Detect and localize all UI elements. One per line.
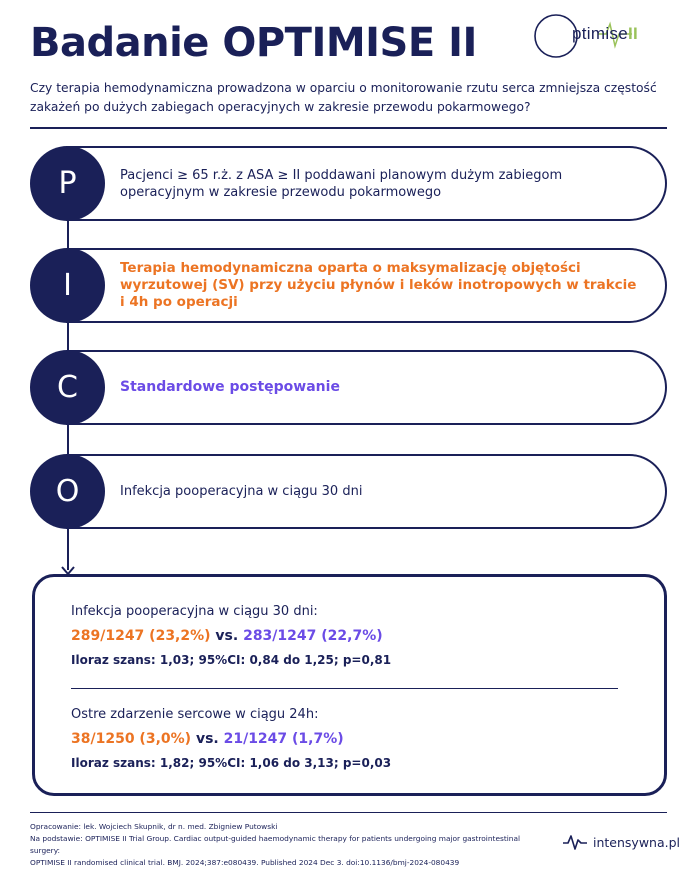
pico-row-i [30,248,667,323]
result-control-value: 21/1247 (1,7%) [223,731,344,747]
footer-source-1: Na podstawie: OPTIMISE II Trial Group. Cardiac output-guided haemodynamic therapy for patients undergoing major gastrointestinal surgery: [30,834,521,855]
footer-source-2: OPTIMISE II randomised clinical trial. BMJ. 2024;387:e080439. Published 2024 Dec 3. doi:10.1136/bmj-2024-080439 [30,858,460,867]
logo-wordmark [572,24,638,44]
result-stats-infection: Iloraz szans: 1,03; 95%CI: 0,84 do 1,25; p=0,81 [71,653,392,667]
pico-text-intervention: Terapia hemodynamiczna oparta o maksymalizację objętości wyrzutowej (SV) przy użyciu płynów i leków inotropowych w trakcie i 4h po operacji [120,260,637,310]
pico-letter-p: P [30,146,105,221]
bottom-divider [30,812,667,813]
result-control-value: 283/1247 (22,7%) [243,628,383,644]
page-title: Badanie OPTIMISE II [30,20,477,66]
pico-row-p [30,146,667,221]
pico-row-c [30,350,667,425]
pico-row-o [30,454,667,529]
result-stats-cardiac: Iloraz szans: 1,82; 95%CI: 1,06 do 3,13; p=0,03 [71,756,392,770]
pico-text-comparison: Standardowe postępowanie [120,379,340,395]
study-question: Czy terapia hemodynamiczna prowadzona w oparciu o monitorowanie rzutu serca zmniejsza częstość zakażeń po dużych zabiegach operacyjnych w zakresie przewodu pokarmowego? [30,81,657,114]
pico-text-outcome: Infekcja pooperacyjna w ciągu 30 dni [120,484,363,499]
brand-link[interactable] [562,830,680,854]
optimise-logo [528,12,666,62]
logo-roman: II [627,24,638,43]
logo-word: ptimise [572,24,628,43]
pico-letter-i: I [30,248,105,323]
results-divider [71,688,618,689]
pico-letter-o: O [30,454,105,529]
results-panel [32,574,667,796]
footer-credits [30,821,550,869]
result-values-cardiac [71,731,344,747]
pico-letter-c: C [30,350,105,425]
brand-name: intensywna.pl [593,834,681,850]
result-vs: vs. [215,628,239,644]
heartbeat-icon [562,832,588,852]
pico-text-population: Pacjenci ≥ 65 r.ż. z ASA ≥ II poddawani planowym dużym zabiegom operacyjnym w zakresie przewodu pokarmowego [120,167,563,200]
result-intervention-value: 38/1250 (3,0%) [71,731,192,747]
result-intervention-value: 289/1247 (23,2%) [71,628,211,644]
result-label-infection: Infekcja pooperacyjna w ciągu 30 dni: [71,604,318,619]
top-divider [30,127,667,129]
footer-author: Opracowanie: lek. Wojciech Skupnik, dr n. med. Zbigniew Putowski [30,822,278,831]
result-vs: vs. [195,731,219,747]
result-label-cardiac: Ostre zdarzenie sercowe w ciągu 24h: [71,707,319,722]
result-values-infection [71,628,383,644]
